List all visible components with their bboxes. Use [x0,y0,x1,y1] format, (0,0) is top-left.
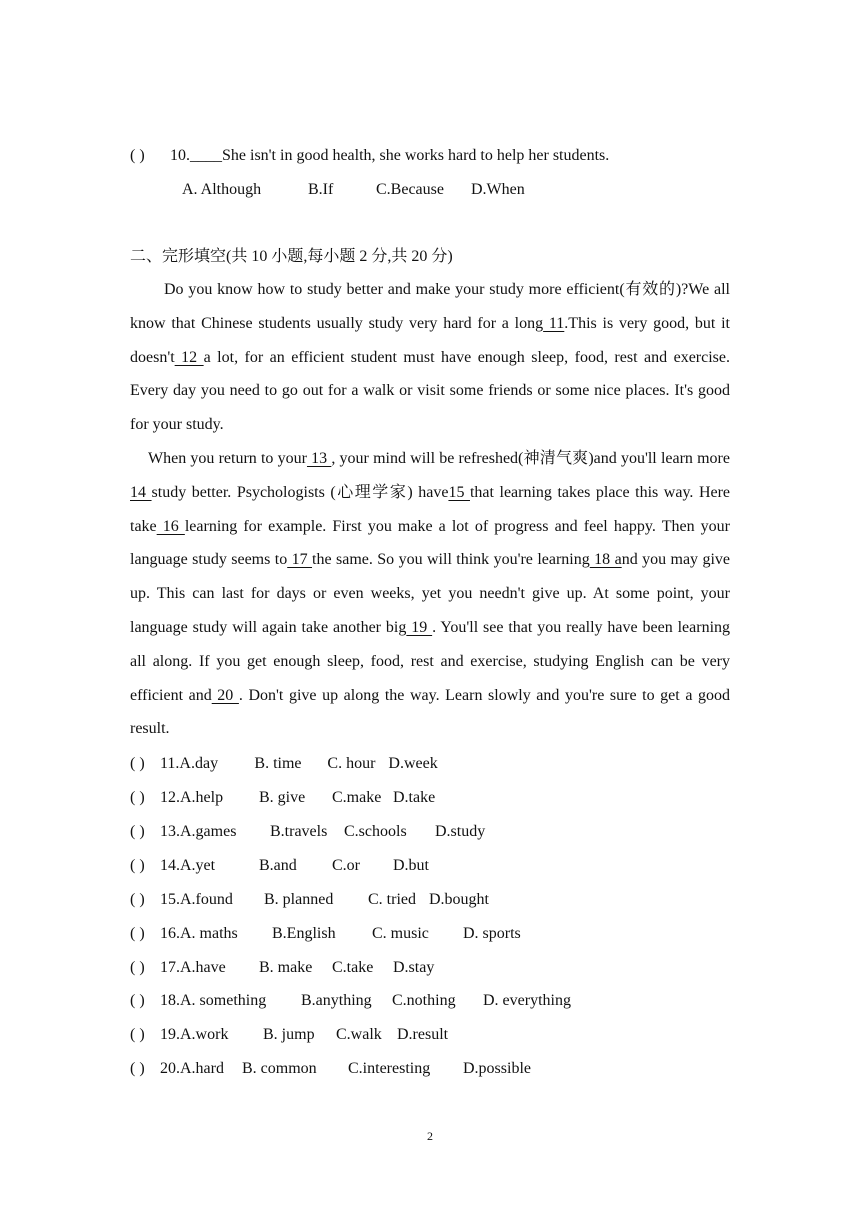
question-number: 18. [160,992,180,1009]
question-number: 13. [160,823,180,840]
option-b: B.anything [301,992,372,1009]
question-19 [130,1025,448,1045]
blank-15: 15 [448,483,470,501]
question-15 [130,890,489,910]
question-number: 20. [160,1060,180,1077]
option-c: C.take [332,959,374,976]
blank-18: 18 a [589,551,622,569]
passage-paragraph-2 [130,442,730,746]
option-d: D. sports [463,925,521,942]
option-d: D. everything [483,992,571,1009]
option-a: A.yet [180,857,216,874]
option-a: A.day [179,755,219,772]
question-number: 15. [160,891,180,908]
option-c: C.walk [336,1026,382,1043]
question-12 [130,788,435,808]
answer-paren: ( ) [130,147,145,164]
answer-paren: ( ) [130,1026,145,1043]
question-number: 19. [160,1026,180,1043]
option-c: C.make [332,789,382,806]
question-18 [130,991,571,1011]
blank-16: 16 [156,517,185,535]
answer-paren: ( ) [130,992,145,1009]
answer-paren: ( ) [130,755,145,772]
answer-paren: ( ) [130,823,145,840]
option-b: B.and [259,857,297,874]
answer-paren: ( ) [130,789,145,806]
passage-text: . Don't give up along the way. Learn slowly and you're sure to get a good result. [130,686,731,738]
passage-text: nd you may give up. This can last for days or even weeks, yet you needn't give up. At some point, your language study will again take another big [130,551,731,636]
question-14 [130,856,429,876]
answer-paren: ( ) [130,959,145,976]
option-d: D.week [388,755,438,772]
option-b: B. jump [263,1026,315,1043]
option-a: A.hard [180,1060,224,1077]
option-d: D.study [435,823,486,840]
option-a: A. maths [180,925,238,942]
blank-19: 19 [406,618,433,636]
question-number: 12. [160,789,180,806]
question-17 [130,958,434,978]
option-b: B. time [254,755,302,772]
answer-paren: ( ) [130,1060,145,1077]
passage-text: learning for example. First you make a lot of progress and feel happy. Then your language study seems to [130,517,730,569]
page-number: 2 [427,1129,433,1143]
passage-text: .This is very good, but it doesn't [130,314,730,366]
option-d: D.result [397,1026,449,1043]
option-a: A. Although [182,181,262,198]
option-b: B. give [259,789,306,806]
option-c: C.or [332,857,360,874]
option-c: C.nothing [392,992,456,1009]
question-10-stem [130,146,609,166]
option-b: B. common [242,1060,317,1077]
section-heading: 二、完形填空(共 10 小题,每小题 2 分,共 20 分) [130,248,453,265]
option-b: B. planned [264,891,334,908]
option-a: A.found [180,891,233,908]
option-d: D.take [393,789,436,806]
passage-text: . You'll see that you really have been learning all along. If you get enough sleep, food, rest and exercise, studying English can be very efficient and [130,618,731,704]
option-b: B.English [272,925,336,942]
passage-text: When you return to your [148,450,307,467]
question-number: 14. [160,857,180,874]
answer-paren: ( ) [130,891,145,908]
passage-text: Do you know how to study better and make your study more efficient(有效的)?We all know that Chinese students usually study very hard for a long [130,281,730,332]
question-13 [130,822,485,842]
option-d: D.but [393,857,429,874]
option-b: B. make [259,959,313,976]
passage-text: the same. So you will think you're learning [312,551,590,569]
blank-12: 12 [174,348,204,366]
question-number: 10. [170,147,190,164]
blank: ____ [190,147,222,164]
option-a: A.games [180,823,237,840]
option-b: B.If [308,181,334,198]
option-c: C. music [372,925,429,942]
option-d: D.When [471,181,525,198]
answer-paren: ( ) [130,925,145,942]
option-d: D.bought [429,891,489,908]
option-a: A.have [180,959,226,976]
answer-paren: ( ) [130,857,145,874]
option-a: A.work [180,1026,229,1043]
passage-text: that learning takes place this way. Here take [130,483,731,535]
question-10-options [182,180,525,200]
blank-20: 20 [211,686,239,704]
question-number: 11. [160,755,180,772]
question-16 [130,924,521,944]
question-20 [130,1059,531,1079]
option-d: D.possible [463,1060,531,1077]
option-a: A.help [180,789,224,806]
question-11 [130,754,438,774]
option-c: C.schools [344,823,407,840]
option-b: B.travels [270,823,328,840]
option-c: C. tried [368,891,416,908]
option-c: C.Because [376,181,444,198]
blank-11: 11 [543,314,565,332]
option-a: A. something [180,992,267,1009]
question-number: 16. [160,925,180,942]
passage-paragraph-1 [130,273,730,442]
passage-text: a lot, for an efficient student must have enough sleep, food, rest and exercise. Every day you need to go out for a walk or visit some friends or some nice places. It's good for your study. [130,348,730,434]
option-c: C. hour [327,755,376,772]
passage-text: , your mind will be refreshed(神清气爽)and you'll learn more [331,450,730,467]
option-c: C.interesting [348,1060,431,1077]
blank-13: 13 [306,450,332,467]
option-d: D.stay [393,959,435,976]
question-number: 17. [160,959,180,976]
question-text: She isn't in good health, she works hard to help her students. [222,147,610,164]
blank-17: 17 [287,551,313,569]
passage-text: study better. Psychologists (心理学家) have [151,483,449,501]
blank-14: 14 [130,483,152,501]
